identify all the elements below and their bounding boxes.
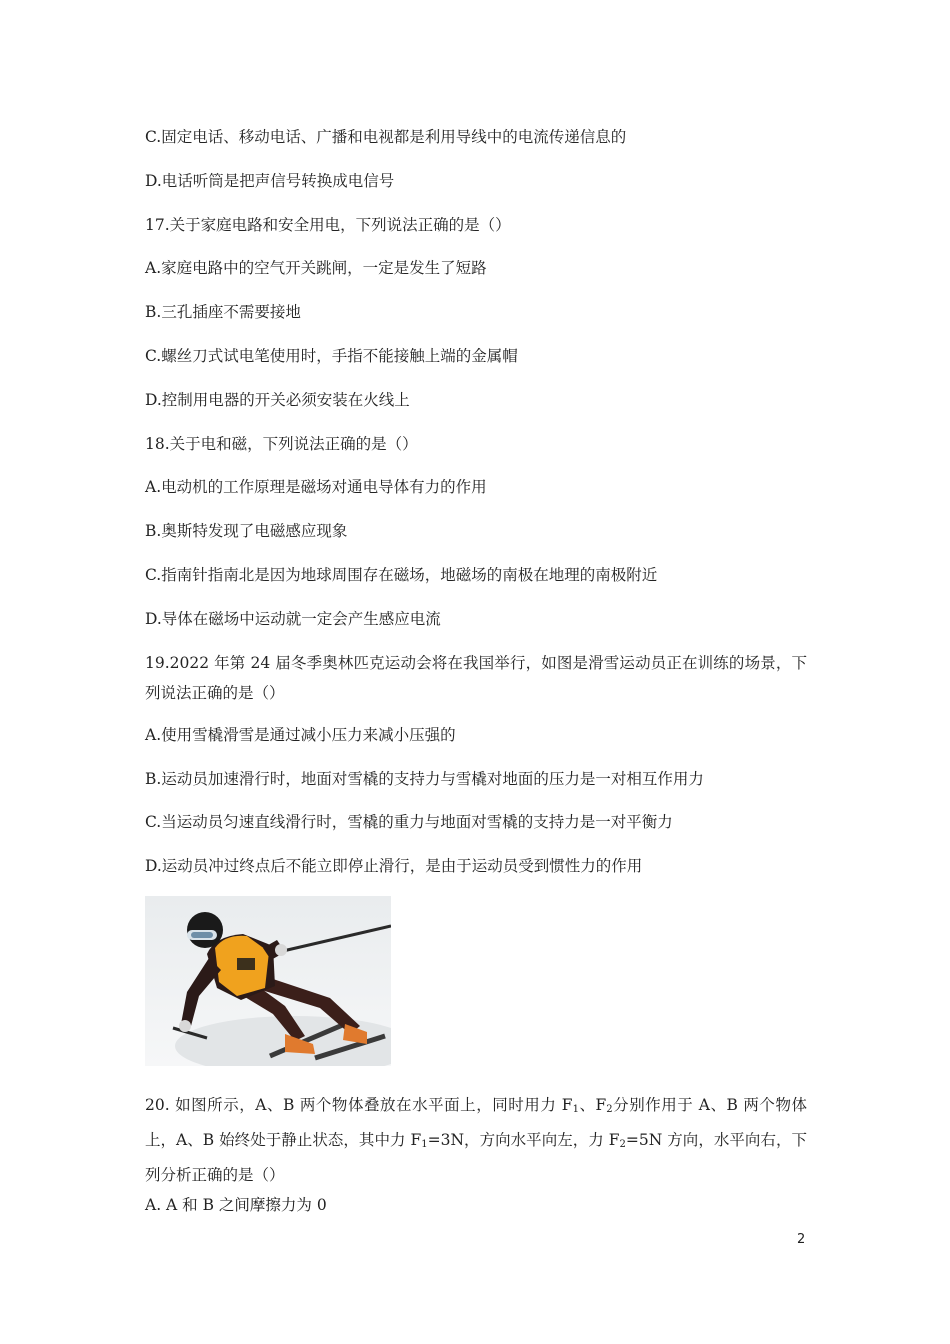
q18-option-c: C.指南针指南北是因为地球周围存在磁场，地磁场的南极在地理的南极附近 — [145, 566, 658, 584]
q19-stem: 19.2022 年第 24 届冬季奥林匹克运动会将在我国举行，如图是滑雪运动员正在训练的场景，下列说法正确的是（） — [145, 654, 807, 702]
q20-sub-4: 2 — [619, 1139, 626, 1150]
q16-option-c: C.固定电话、移动电话、广播和电视都是利用导线中的电流传递信息的 — [145, 128, 627, 146]
skier-photo — [145, 896, 391, 1066]
q18-stem: 18.关于电和磁，下列说法正确的是（） — [145, 435, 418, 453]
q17-option-b: B.三孔插座不需要接地 — [145, 303, 301, 321]
q20-sub-1: 1 — [572, 1104, 579, 1115]
q17-option-a: A.家庭电路中的空气开关跳闸，一定是发生了短路 — [145, 259, 487, 277]
q19-option-d: D.运动员冲过终点后不能立即停止滑行，是由于运动员受到惯性力的作用 — [145, 857, 643, 875]
page-number: 2 — [797, 1232, 806, 1247]
q20-text-4: =3N，方向水平向左，力 F — [427, 1131, 620, 1149]
q19-option-a: A.使用雪橇滑雪是通过减小压力来减小压强的 — [145, 726, 456, 744]
q18-option-d: D.导体在磁场中运动就一定会产生感应电流 — [145, 610, 441, 628]
q18-option-a: A.电动机的工作原理是磁场对通电导体有力的作用 — [145, 478, 487, 496]
q20-text-5: =5N 方向，水平向右，下列分析正确的是（） — [145, 1131, 808, 1184]
q19-option-c: C.当运动员匀速直线滑行时，雪橇的重力与地面对雪橇的支持力是一对平衡力 — [145, 813, 673, 831]
q17-stem: 17.关于家庭电路和安全用电，下列说法正确的是（） — [145, 216, 511, 234]
q20-text-3: 分别作用于 A、B 两个物体上，A、B 始终处于静止状态，其中力 F — [145, 1096, 807, 1149]
q17-option-d: D.控制用电器的开关必须安装在火线上 — [145, 391, 410, 409]
q18-option-b: B.奥斯特发现了电磁感应现象 — [145, 522, 348, 540]
q20-text-2: 、F — [578, 1096, 607, 1114]
q20-stem — [145, 1090, 807, 1190]
q20-sub-2: 2 — [606, 1104, 613, 1115]
q17-option-c: C.螺丝刀式试电笔使用时，手指不能接触上端的金属帽 — [145, 347, 518, 365]
q20-option-a: A. A 和 B 之间摩擦力为 0 — [145, 1196, 327, 1214]
q19-option-b: B.运动员加速滑行时，地面对雪橇的支持力与雪橇对地面的压力是一对相互作用力 — [145, 770, 704, 788]
q16-option-d: D.电话听筒是把声信号转换成电信号 — [145, 172, 395, 190]
q20-text-1: 20. 如图所示，A、B 两个物体叠放在水平面上，同时用力 F — [145, 1096, 573, 1114]
q20-sub-3: 1 — [421, 1139, 428, 1150]
